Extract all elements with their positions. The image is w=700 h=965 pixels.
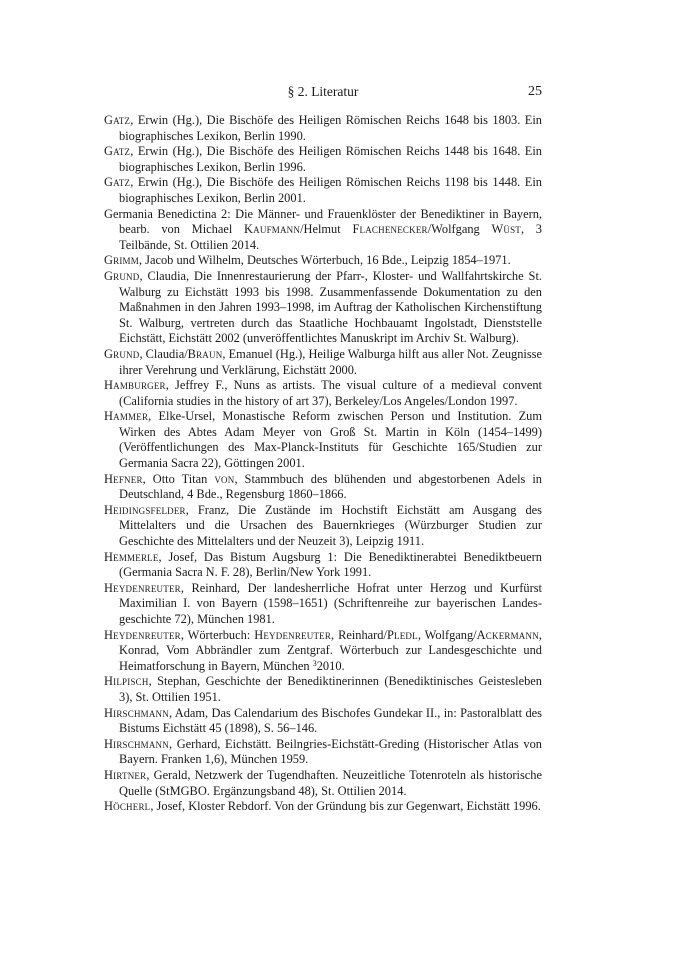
entry-text: /Wolfgang bbox=[427, 222, 492, 237]
bibliography-list bbox=[104, 113, 542, 815]
author-name: Hamburger bbox=[104, 378, 166, 393]
bibliography-entry bbox=[104, 409, 542, 471]
author-name: Grund bbox=[104, 268, 140, 283]
entry-text: , Reinhard/ bbox=[331, 627, 387, 642]
author-name: Heydenreuter bbox=[104, 580, 181, 595]
author-name: Hirschmann bbox=[104, 705, 169, 720]
author-name: Höcherl bbox=[104, 799, 151, 814]
author-name: Wüst bbox=[491, 222, 521, 237]
author-name: Gatz bbox=[104, 175, 131, 190]
entry-text: , Emanuel (Hg.), Heilige Walburga hilft aus aller Not. Zeugnisse ihrer Verehrung und Verklärung, Eichstätt 2000. bbox=[119, 346, 543, 377]
entry-text: , Adam, Das Calendarium des Bischofes Gundekar II., in: Pastoralblatt des Bistums Eichstätt 45 (1898), S. 56–146. bbox=[119, 705, 542, 736]
author-name: Hirtner bbox=[104, 767, 147, 782]
bibliography-entry bbox=[104, 706, 542, 737]
author-name: Flachenecker bbox=[352, 222, 428, 237]
bibliography-entry bbox=[104, 144, 542, 175]
bibliography-entry bbox=[104, 175, 542, 206]
author-name: Grimm bbox=[104, 253, 139, 268]
author-name: Hirschmann bbox=[104, 736, 169, 751]
author-name: Pledl bbox=[386, 627, 418, 642]
author-particle: von bbox=[214, 471, 235, 486]
author-name: Grund bbox=[104, 346, 140, 361]
entry-text: , Wörterbuch: bbox=[180, 627, 255, 642]
bibliography-entry bbox=[104, 472, 542, 503]
entry-text: , Erwin (Hg.), Die Bischöfe des Heiligen Römischen Reichs 1448 bis 1648. Ein biographisches Lexikon, Berlin 1996. bbox=[119, 144, 542, 174]
bibliography-entry bbox=[104, 503, 542, 550]
bibliography-entry bbox=[104, 113, 542, 144]
page-number: 25 bbox=[528, 84, 542, 99]
bibliography-entry bbox=[104, 378, 542, 409]
entry-text: /Helmut bbox=[300, 222, 353, 237]
author-name: Hemmerle bbox=[104, 549, 159, 564]
entry-text: , Stammbuch des blühenden und abgestorbenen Adels in Deutschland, 4 Bde., Regensburg 1860–1866. bbox=[119, 471, 542, 502]
bibliography-entry bbox=[104, 737, 542, 768]
entry-text: , Josef, Das Bistum Augsburg 1: Die Benediktinerabtei Benediktbeuern (Germania Sacra N. F. 28), Berlin/New York 1991. bbox=[119, 549, 542, 580]
entry-text: , Reinhard, Der landesherrliche Hofrat unter Herzog und Kurfürst Maximilian I. von Bayern (1598–1651) (Schriftenreihe zur bayerischen Landes-geschichte 72), München 1981. bbox=[119, 580, 542, 626]
entry-text: , Franz, Die Zustände im Hochstift Eichstätt am Ausgang des Mittelalters und die Ursachen des Bauernkrieges (Würzburger Studien zur Geschichte des Mittelalters und der Neuzeit 3), Leipzig 1911. bbox=[119, 502, 542, 549]
entry-text: , Claudia/ bbox=[139, 346, 188, 361]
author-name: Heydenreuter bbox=[104, 627, 181, 642]
bibliography-entry bbox=[104, 207, 542, 254]
entry-text: 2010. bbox=[316, 658, 345, 673]
entry-text: , Stephan, Geschichte der Benediktinerinnen (Benediktinisches Geistesleben 3), St. Ottilien 1951. bbox=[119, 674, 542, 704]
running-head bbox=[104, 84, 542, 102]
bibliography-entry bbox=[104, 550, 542, 581]
bibliography-entry bbox=[104, 628, 542, 675]
entry-text: Germania Benedictina 2: Die Männer- und Frauenklöster der Benediktiner in Bayern, bearb. von Michael bbox=[104, 206, 542, 237]
bibliography-entry bbox=[104, 581, 542, 628]
entry-text: , Wolfgang/ bbox=[417, 627, 477, 642]
edition-superscript: 3 bbox=[312, 658, 317, 668]
author-name: Kaufmann bbox=[244, 222, 301, 237]
author-name: Hilpisch bbox=[104, 674, 149, 689]
entry-text: , 3 Teilbände, St. Ottilien 2014. bbox=[119, 222, 542, 252]
entry-text: , Claudia, Die Innenrestaurierung der Pfarr-, Kloster- und Wallfahrtskirche St. Walburg zu Eichstätt 1993 bis 1998. Zusammenfassende Dokumentation zu den Maßnahmen in den Jahren 1993–1998, im Auftrag der Katholischen Kirchenstiftung St. Walburg, vertreten durch das Staatliche Hochbauamt Ingolstadt, Dienststelle Eichstätt, Eichstätt 2002 (unveröffentlichtes Manuskript im Archiv St. Walburg). bbox=[119, 268, 542, 346]
entry-text: , Erwin (Hg.), Die Bischöfe des Heiligen Römischen Reichs 1198 bis 1448. Ein biographisches Lexikon, Berlin 2001. bbox=[119, 175, 542, 205]
entry-text: , Gerhard, Eichstätt. Beilngries-Eichstätt-Greding (Historischer Atlas von Bayern. Franken 1,6), München 1959. bbox=[119, 736, 542, 767]
entry-text: , Erwin (Hg.), Die Bischöfe des Heiligen Römischen Reichs 1648 bis 1803. Ein biographisches Lexikon, Berlin 1990. bbox=[119, 113, 542, 143]
bibliography-entry bbox=[104, 253, 542, 269]
entry-text: , Gerald, Netzwerk der Tugendhaften. Neuzeitliche Totenroteln als historische Quelle (StMGBO. Ergänzungsband 48), St. Ottilien 2014. bbox=[119, 767, 542, 798]
author-name: Ackermann bbox=[476, 627, 539, 642]
entry-text: , Jeffrey F., Nuns as artists. The visual culture of a medieval convent (California studies in the history of art 37), Berkeley/Los Angeles/London 1997. bbox=[119, 378, 542, 408]
bibliography-entry bbox=[104, 674, 542, 705]
author-name: Gatz bbox=[104, 113, 131, 127]
bibliography-entry bbox=[104, 347, 542, 378]
entry-text: , Josef, Kloster Rebdorf. Von der Gründung bis zur Gegenwart, Eichstätt 1996. bbox=[150, 799, 541, 814]
entry-text: , Otto Titan bbox=[142, 471, 215, 486]
author-name: Hefner bbox=[104, 471, 143, 486]
entry-text: , Jacob und Wilhelm, Deutsches Wörterbuch, 16 Bde., Leipzig 1854–1971. bbox=[138, 253, 511, 268]
author-name: Heidingsfelder bbox=[104, 502, 186, 517]
entry-text: , Konrad, Vom Abbrändler zum Zentgraf. Wörterbuch zur Landesgeschichte und Heimatforschung in Bayern, München bbox=[119, 627, 543, 673]
author-name: Heydenreuter bbox=[254, 627, 332, 642]
author-name: Braun bbox=[187, 346, 223, 361]
running-title: § 2. Literatur bbox=[287, 84, 359, 99]
entry-text: , Elke-Ursel, Monastische Reform zwischen Person und Institution. Zum Wirken des Abtes Adam Meyer von Groß St. Martin in Köln (1454–1499) (Veröffentlichungen des Max-Planck-Instituts für Geschichte 165/Studien zur Germania Sacra 22), Göttingen 2001. bbox=[119, 409, 542, 471]
bibliography-entry bbox=[104, 269, 542, 347]
bibliography-entry bbox=[104, 768, 542, 799]
bibliography-entry bbox=[104, 799, 542, 815]
author-name: Hammer bbox=[104, 409, 149, 424]
author-name: Gatz bbox=[104, 144, 131, 159]
